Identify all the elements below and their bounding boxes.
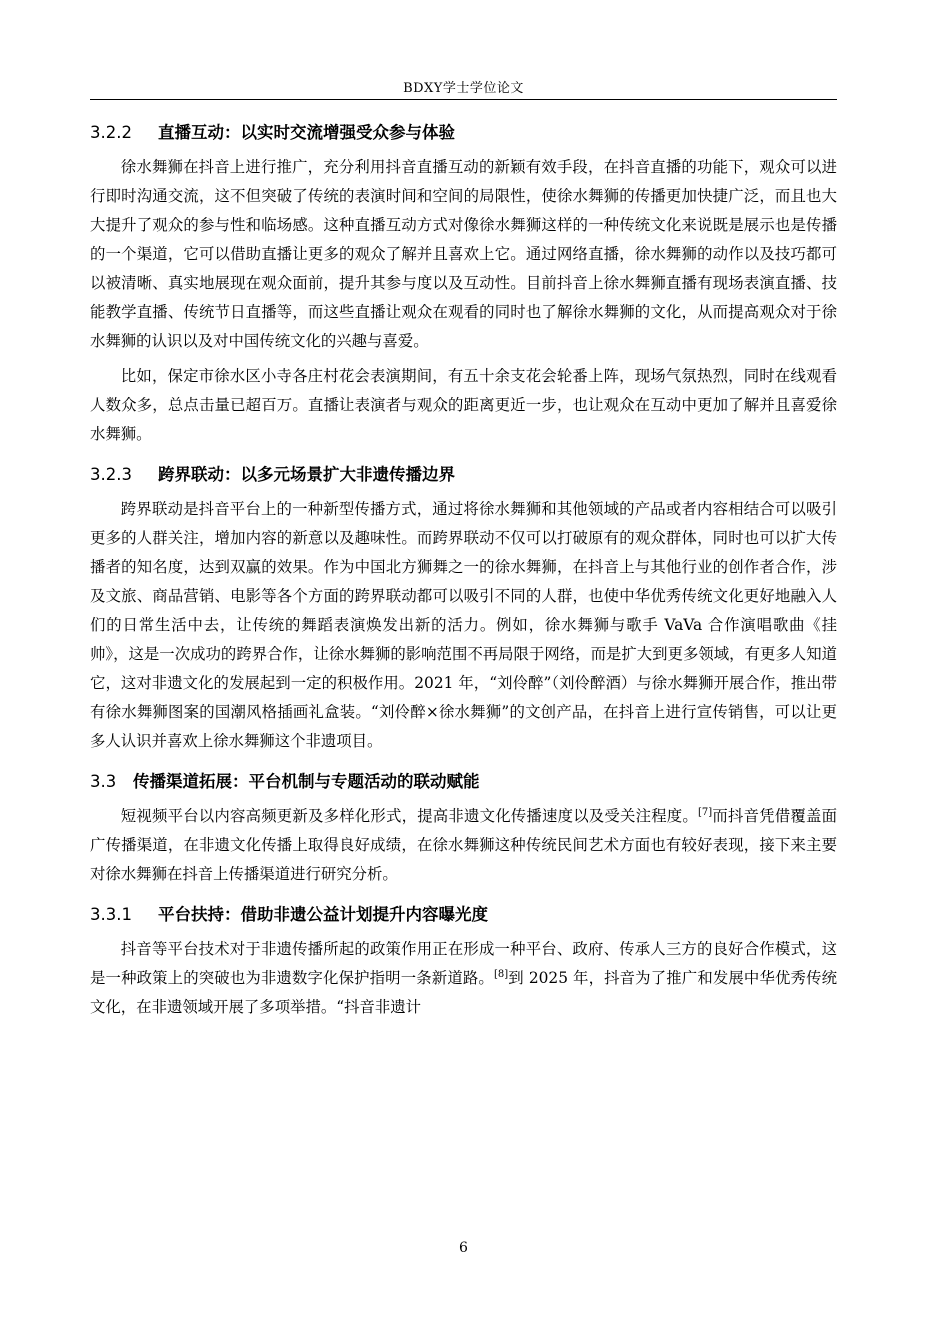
section-heading-3-2-3: [90, 455, 837, 495]
section-heading-3-3: [90, 762, 837, 802]
section-number: 3.3: [90, 772, 117, 791]
section-heading-3-2-2: [90, 113, 837, 153]
page-body: [90, 113, 837, 1028]
citation-ref: [7]: [698, 806, 713, 818]
section-title: 跨界联动：以多元场景扩大非遗传播边界: [158, 465, 455, 484]
citation-ref: [8]: [493, 968, 509, 980]
running-header: BDXY学士学位论文: [403, 81, 524, 96]
header-rule: [90, 99, 837, 100]
paragraph-text: 抖音等平台技术对于非遗传播所起的政策作用正在形成一种平台、政府、传承人三方的良好合作模式，这是一种政策上的突破也为非遗数字化保护指明一条新道路。: [90, 940, 837, 987]
paragraph: 徐水舞狮在抖音上进行推广，充分利用抖音直播互动的新颖有效手段，在抖音直播的功能下，观众可以进行即时沟通交流，这不但突破了传统的表演时间和空间的局限性，使徐水舞狮的传播更加快捷广泛，而且也大大提升了观众的参与性和临场感。这种直播互动方式对像徐水舞狮这样的一种传统文化来说既是展示也是传播的一个渠道，它可以借助直播让更多的观众了解并且喜欢上它。通过网络直播，徐水舞狮的动作以及技巧都可以被清晰、真实地展现在观众面前，提升其参与度以及互动性。目前抖音上徐水舞狮直播有现场表演直播、技能教学直播、传统节日直播等，而这些直播让观众在观看的同时也了解徐水舞狮的文化，从而提高观众对于徐水舞狮的认识以及对中国传统文化的兴趣与喜爱。: [90, 158, 837, 350]
section-number: 3.3.1: [90, 905, 132, 924]
section-number: 3.2.3: [90, 465, 132, 484]
paragraph: [90, 935, 837, 1022]
paragraph-text: 短视频平台以内容高频更新及多样化形式，提高非遗文化传播速度以及受关注程度。: [120, 807, 698, 825]
section-title: 直播互动：以实时交流增强受众参与体验: [158, 123, 455, 142]
paragraph: [90, 802, 837, 889]
paragraph-text: 到 2025 年，抖音为了推广和发展中华优秀传统文化，在非遗领域开展了多项举措。“抖音非遗计: [90, 969, 837, 1016]
paragraph-text: 而抖音凭借覆盖面广传播渠道，在非遗文化传播上取得良好成绩，在徐水舞狮这种传统民间艺术方面也有较好表现，接下来主要对徐水舞狮在抖音上传播渠道进行研究分析。: [90, 807, 837, 883]
section-heading-3-3-1: [90, 895, 837, 935]
section-title: 传播渠道拓展：平台机制与专题活动的联动赋能: [133, 772, 480, 791]
page-number: 6: [459, 1240, 468, 1256]
paragraph: 比如，保定市徐水区小寺各庄村花会表演期间，有五十余支花会轮番上阵，现场气氛热烈，同时在线观看人数众多，总点击量已超百万。直播让表演者与观众的距离更近一步，也让观众在互动中更加了解并且喜爱徐水舞狮。: [90, 367, 837, 443]
paragraph: 跨界联动是抖音平台上的一种新型传播方式，通过将徐水舞狮和其他领域的产品或者内容相结合可以吸引更多的人群关注，增加内容的新意以及趣味性。而跨界联动不仅可以打破原有的观众群体，同时也可以扩大传播者的知名度，达到双赢的效果。作为中国北方狮舞之一的徐水舞狮，在抖音上与其他行业的创作者合作，涉及文旅、商品营销、电影等各个方面的跨界联动都可以吸引不同的人群，也使中华优秀传统文化更好地融入人们的日常生活中去，让传统的舞蹈表演焕发出新的活力。例如，徐水舞狮与歌手 VaVa 合作演唱歌曲《挂帅》，这是一次成功的跨界合作，让徐水舞狮的影响范围不再局限于网络，而是扩大到更多领域，有更多人知道它，这对非遗文化的发展起到一定的积极作用。2021 年，“刘伶醉”（刘伶醉酒）与徐水舞狮开展合作，推出带有徐水舞狮图案的国潮风格插画礼盒装。“刘伶醉×徐水舞狮”的文创产品，在抖音上进行宣传销售，可以让更多人认识并喜欢上徐水舞狮这个非遗项目。: [90, 500, 837, 750]
section-number: 3.2.2: [90, 123, 132, 142]
section-title: 平台扶持：借助非遗公益计划提升内容曝光度: [158, 905, 488, 924]
